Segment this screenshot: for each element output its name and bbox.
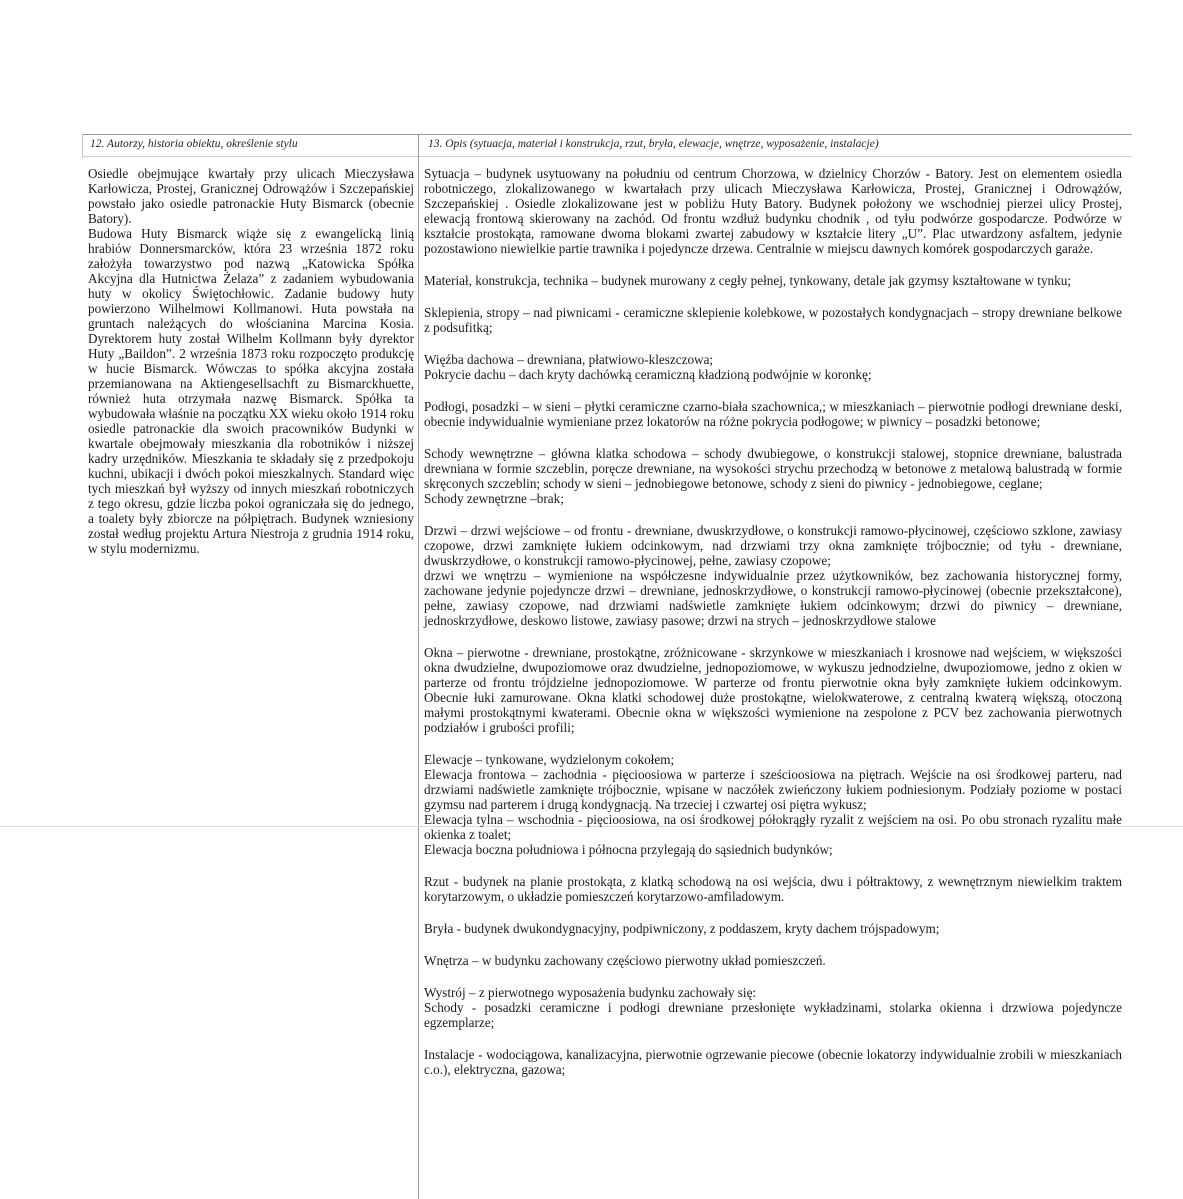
description-section (424, 166, 1122, 1077)
description-installations: Instalacje - wodociągowa, kanalizacyjna, pierwotnie ogrzewanie piecowe (obecnie lokatorzy indywidualnie zrobili w mieszkaniach c.o.), elektryczna, gazowa; (424, 1047, 1122, 1077)
history-section (88, 166, 414, 556)
description-massing: Bryła - budynek dwukondygnacyjny, podpiwniczony, z poddaszem, kryty dachem trójspadowym; (424, 921, 940, 936)
description-elevations: Elewacje – tynkowane, wydzielonym cokołem; Elewacja frontowa – zachodnia - pięcioosiowa w parterze i sześcioosiowa na piętrach. Wejście na osi środkowej parteru, nad drzwiami nadświetle zamknięte trójbocznie, wpisane w naczółek zwieńczony łukiem podniesionym. Podziały poziome w postaci gzymsu nad parterem i drugą kondygnacją. Na trzeciej i czwartej osi piętra wykusz; Elewacja tylna – wschodnia - pięcioosiowa, na osi środkowej półokrągły ryzalit z wejściem na osi. Po obu stronach ryzalitu małe okienka z toalet; Elewacja boczna południowa i północna przylegają do sąsiednich budynków; (424, 752, 1122, 857)
description-vaults-ceilings: Sklepienia, stropy – nad piwnicami - ceramiczne sklepienie kolebkowe, w pozostałych kondygnacjach – stropy drewniane belkowe z podsufitką; (424, 305, 1122, 335)
description-furnishings: Wystrój – z pierwotnego wyposażenia budynku zachowały się: Schody - posadzki ceramiczne i podłogi drewniane przesłonięte wykładzinami, stolarka okienna i drzwiowa pojedyncze egzemplarze; (424, 985, 1122, 1030)
description-interiors: Wnętrza – w budynku zachowany częściowo pierwotny układ pomieszczeń. (424, 953, 826, 968)
description-doors: Drzwi – drzwi wejściowe – od frontu - drewniane, dwuskrzydłowe, o konstrukcji ramowo-płycinowej, częściowo szklone, zawiasy czopowe, drzwi zamknięte łukiem odcinkowym, nad drzwiami trzy okna zamknięte trójbocznie; od tyłu - drewniane, dwuskrzydłowe, o konstrukcji ramowo-płycinowej, pełne, zawiasy czopowe; drzwi we wnętrzu – wymienione na współczesne indywidualnie przez użytkowników, bez zachowania historycznej formy, zachowane jedynie pojedyncze drzwi – drewniane, jednoskrzydłowe, o konstrukcji ramowo-płycinowej (obecnie przekształcone), pełne, zawiasy czopowe, nad drzwiami nadświetle zamknięte łukiem odcinkowym; drzwi do piwnicy – drewniane, jednoskrzydłowe, deskowo listowe, zawiasy pasowe; drzwi na strych – jednoskrzydłowe stalowe (424, 523, 1122, 628)
header-bottom-border (82, 156, 1132, 157)
description-stairs: Schody wewnętrzne – główna klatka schodowa – schody dwubiegowe, o konstrukcji stalowej, stopnice drewniane, balustrada drewniana w formie szczeblin, poręcze drewniane, na wysokości strychu przechodzą w betonowe z metalową balustradą w formie skręconych szczeblin; schody w sieni – jednobiegowe betonowe, schody z sieni do piwnicy - jednobiegowe, ceglane; Schody zewnętrzne –brak; (424, 446, 1122, 506)
table-left-border (82, 134, 83, 158)
history-paragraph-estate: Osiedle obejmujące kwartały przy ulicach Mieczysława Karłowicza, Prostej, Granicznej Odrowążów i Szczepańskiej powstało jako osiedle patronackie Huty Bismarck (obecnie Batory). (88, 166, 414, 226)
description-floors: Podłogi, posadzki – w sieni – płytki ceramiczne czarno-biała szachownica,; w mieszkaniach – pierwotnie podłogi drewniane deski, obecnie indywidualnie wymieniane przez lokatorów na różne pokrycia podłogowe; w piwnicy – posadzki betonowe; (424, 399, 1122, 429)
history-paragraph-steelworks: Budowa Huty Bismarck wiąże się z ewangelicką linią hrabiów Donnersmarcków, która 23 września 1872 roku założyła towarzystwo pod nazwą „Katowicka Spółka Akcyjna dla Hutnictwa Żelaza” z zadaniem wybudowania huty w okolicy Świętochłowic. Zadanie budowy huty powierzono Wilhelmowi Kollmanowi. Huta powstała na gruntach należących do włościanina Marcina Kosia. Dyrektorem huty został Wilhelm Kollmann były dyrektor Huty „Baildon”. 2 września 1873 roku rozpoczęto produkcję w hucie Bismarck. Wówczas to spółka akcyjna została przemianowana na Aktiengesellsachft zu Bismarckhuette, również huta otrzymała nazwę Bismarck. Spółka ta wybudowała właśnie na początku XX wieku około 1914 roku osiedle patronackie dla swoich pracowników Budynki w kwartale obejmowały mieszkania dla robotników i niższej kadry urzędników. Mieszkania te składały się z przedpokoju kuchni, ubikacji i dwóch pokoi mieszkalnych. Standard więc tych mieszkań był wyższy od innych mieszkań robotniczych z tego okresu, gdzie liczba pokoi ograniczała się do jednego, a toalety były zbiorcze na półpiętrach. Budynek wzniesiony został według projektu Artura Niestroja z grudnia 1914 roku, w stylu modernizmu. (88, 226, 414, 556)
description-location: Sytuacja – budynek usytuowany na południu od centrum Chorzowa, w dzielnicy Chorzów - Batory. Jest on elementem osiedla robotniczego, zlokalizowanego w kwartałach przy ulicach Mieczysława Karłowicza, Prostej, Granicznej i Odrowążów, Szczepańskiej . Osiedle zlokalizowane jest w pobliżu Huty Batory. Budynek położony we wschodniej pierzei ulicy Prostej, elewacją frontową skierowany na zachód. Od frontu wzdłuż budynku chodnik , od tyłu podwórze gospodarcze. Podwórze w kształcie prostokąta, ramowane dwoma blokami zwartej zabudowy w kształcie litery „U”. Plac utwardzony asfaltem, jedynie pozostawiono niewielkie partie trawnika i pojedyncze drzewa. Centralnie w miejscu dawnych komórek gospodarczych garaże. (424, 166, 1122, 256)
description-material: Materiał, konstrukcja, technika – budynek murowany z cegły pełnej, tynkowany, detale jak gzymsy kształtowane w tynku; (424, 273, 1071, 288)
left-column-header: 12. Autorzy, historia obiektu, określenie stylu (90, 138, 298, 150)
column-divider (418, 134, 419, 1199)
right-column-header: 13. Opis (sytuacja, materiał i konstrukcja, rzut, bryła, elewacje, wnętrze, wyposażenie, instalacje) (428, 138, 879, 150)
description-plan: Rzut - budynek na planie prostokąta, z klatką schodową na osi wejścia, dwu i półtraktowy, z wewnętrznym niewielkim traktem korytarzowym, o układzie pomieszczeń korytarzowo-amfiladowym. (424, 874, 1122, 904)
description-roof: Więźba dachowa – drewniana, płatwiowo-kleszczowa; Pokrycie dachu – dach kryty dachówką ceramiczną kładzioną podwójnie w koronkę; (424, 352, 872, 382)
table-top-border (82, 134, 1132, 135)
description-windows: Okna – pierwotne - drewniane, prostokątne, zróżnicowane - skrzynkowe w mieszkaniach i krosnowe nad wejściem, w większości okna dwudzielne, dwupoziomowe oraz dwudzielne, jednopoziomowe, w wykuszu jednodzielne, dwupoziomowe, jedno z okien w parterze od frontu trójdzielne jednopoziomowe. W parterze od frontu pierwotnie okna były zamknięte łukiem odcinkowym. Obecnie łuki zamurowane. Okna klatki schodowej duże prostokątne, wielokwaterowe, z centralną kwaterą większą, otoczoną małymi prostokątnymi kwaterami. Obecnie okna w większości wymienione na zespolone z PCV bez zachowania pierwotnych podziałów i grubości profili; (424, 645, 1122, 735)
